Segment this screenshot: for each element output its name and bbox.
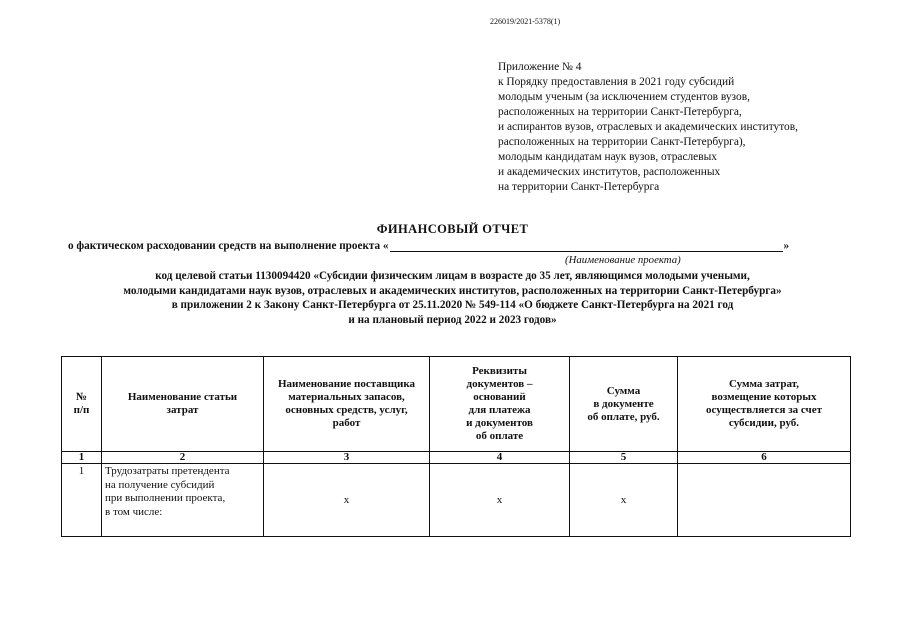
column-number: 5 [570,452,678,464]
header-subsidy-amount: Сумма затрат, возмещение которых осуществляется за счет субсидии, руб. [678,357,851,452]
header-supplier: Наименование поставщика материальных запасов, основных средств, услуг, работ [264,357,430,452]
appendix-line: и аспирантов вузов, отраслевых и академических институтов, [498,121,798,133]
financial-report-table [61,356,851,537]
supplier-cell: x [264,464,430,537]
column-number: 1 [62,452,102,464]
row-number: 1 [62,464,102,537]
project-name-caption: (Наименование проекта) [565,254,681,266]
cost-item-name: Трудозатраты претендента на получение субсидий при выполнении проекта, в том числе: [102,464,264,537]
basis-line: в приложении 2 к Закону Санкт-Петербурга от 25.11.2020 № 549-114 «О бюджете Санкт-Петербурга на 2021 год [171,299,734,312]
column-number: 2 [102,452,264,464]
appendix-line: расположенных на территории Санкт-Петербурга), [498,136,746,148]
appendix-line: к Порядку предоставления в 2021 году субсидий [498,76,735,88]
subtitle-suffix: » [783,240,790,252]
report-basis [0,269,905,327]
appendix-block [498,60,898,195]
amount-cell: x [570,464,678,537]
appendix-line: на территории Санкт-Петербурга [498,181,660,193]
header-cost-item: Наименование статьи затрат [102,357,264,452]
document-id: 226019/2021-5378(1) [490,17,561,26]
documents-cell: x [430,464,570,537]
column-number: 6 [678,452,851,464]
subtitle-prefix: о фактическом расходовании средств на выполнение проекта « [68,240,389,252]
header-amount: Сумма в документе об оплате, руб. [570,357,678,452]
column-number-row [62,452,851,464]
table-row [62,464,851,537]
appendix-line: молодым кандидатам наук вузов, отраслевых [498,151,717,163]
appendix-line: Приложение № 4 [498,61,582,73]
subsidy-amount-cell[interactable] [678,464,851,537]
project-name-blank[interactable] [390,241,783,252]
column-number: 4 [430,452,570,464]
basis-line: код целевой статьи 1130094420 «Субсидии физическим лицам в возрасте до 35 лет, являющимся молодыми учеными, [155,270,750,282]
appendix-line: молодым ученым (за исключением студентов вузов, [498,91,750,103]
report-title: ФИНАНСОВЫЙ ОТЧЕТ [376,222,529,236]
appendix-line: расположенных на территории Санкт-Петербурга, [498,106,742,118]
report-subtitle [68,240,868,252]
header-row [62,357,851,452]
header-documents: Реквизиты документов – оснований для платежа и документов об оплате [430,357,570,452]
basis-line: и на плановый период 2022 и 2023 годов» [348,313,557,326]
header-number: № п/п [62,357,102,452]
column-number: 3 [264,452,430,464]
appendix-line: и академических институтов, расположенных [498,166,721,178]
basis-line: молодыми кандидатами наук вузов, отраслевых и академических институтов, расположенных на территории Санкт-Петербурга» [123,284,782,297]
